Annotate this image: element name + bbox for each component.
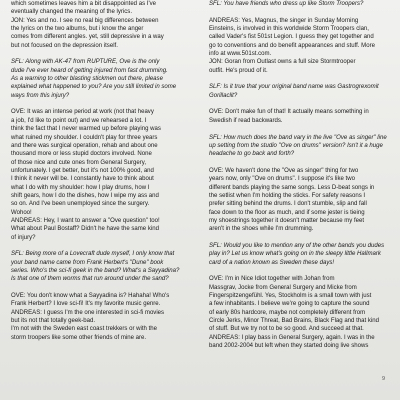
interview-answer: OVE: Don't make fun of that! It actually means something in Swedish if read backwards. [209, 109, 369, 124]
interview-question: SFL: Along with AK-47 from RUPTURE, Ove is the only dude I've ever heard of getting injured from fast drumming. As a warning to other blasting stickmen out there, please explained what happened to you? Are you still limited in some ways from this injury? [11, 59, 177, 99]
interview-question: SLF: Is it true that your original band name was Gastrogrexomit Gorillaclit? [209, 84, 379, 99]
interview-answer: OVE: We haven't done the "Ove as singer" thing for two years now, only "Ove on drums". I suppose it's like two different bands playing the same songs. Less D-beat songs in the setlist when I'm holding the sticks. For safety reasons I prefer sitting behind the drums. I don't stumble, slip and fall face down to the floor as much, and if some jester is tieing my shoestrings together it doesn't matter because my feet aren't in the shoes while I'm drumming. [209, 167, 375, 233]
interview-question: SFL: How much does the band vary in the live "Ove as singer" line up setting from the studio "Ove on drums" version? Isn't it a huge headache to go back and forth? [209, 134, 387, 158]
interview-answer: ANDREAS: Yes, Magnus, the singer in Sunday Morning Einsteins, is involved in this worldwide Storm Troopers clan, called Vader's fist 501st Legion. I guess they get together and go to conventions and do benefit appearances and stuff. More info at www.501st.com. JON: Goran from Outlast owns a full size Stormtrooper outfit. He's proud of it. [209, 17, 375, 74]
interview-question: SFL: Being more of a Lovecraft dude myself, I only know that your band name came from Frank Herbert's "Dune" book series. Who's the sci-fi geek in the band? What's a Sayyadina? Is that one of them worms that run around under the sand? [11, 251, 180, 283]
interview-answer: OVE: I'm in Nice Idiot together with Johan from Massgrav, Jocke from General Surgery and Micke from Fingerspitzengefühl. Yes, Stockholm is a small town with just a few inhabitants. I believe we're going to capture the sound of early 80s hardcore, maybe not completely different from Circle Jerks, Minor Threat, Bad Brains, Black Flag and that kind of stuff. But we try not to be so good. And succeed at that. ANDREAS: I play bass in General Surgery, again. I was in the band 2002-2004 but left when they started doing live shows [209, 276, 379, 350]
left-column [11, 0, 191, 350]
interview-answer: OVE: You don't know what a Sayyadina is? Hahaha! Who's Frank Herbert? I love sci-fi! It's my favorite music genre. ANDREAS: I guess I'm the one interested in sci-fi movies but its not that totally geek-bad. I'm not with the Sweden east coast trekkers or with the storm troopers like some other friends of mine are. [11, 293, 170, 341]
interview-answer: OVE: It was an intense period at work (not that heavy a job, I'd like to point out) and we rehearsed a lot. I think the fact that I never warmed up before playing was what ruined my shoulder. I couldn't play for three years and there was surgical operation, rehab and about one thousand more or less stupid doctors involved. None of those nice and cute ones from General Surgery, unfortunately. I get better, but it's not 100% good, and I think it never will be. I constantly have to think about what I do with my shoulder: how I play drums, how I shift gears, how I do the dishes, how I wipe my ass and so on. And I've been unemployed since the surgery. Wohoo! ANDREAS: Hey, I want to answer a "Ove question" too! What about Paul Bostaff? Didn't he have the same kind of injury? [11, 109, 161, 241]
interview-question: SFL: You have friends who dress up like Storm Troopers? [209, 1, 364, 7]
right-column [209, 0, 389, 359]
interview-question: SFL: Would you like to mention any of the other bands you dudes play in? Let us know what's going on in the sleepy little Hallmark card of a nation known as Sweden these days! [209, 242, 385, 266]
page-number: 9 [382, 376, 386, 382]
interview-answer: which sometimes leaves him a bit disappointed as I've eventually changed the meaning of the lyrics. JON: Yes and no. I see no real big differences between the lyrics on the two albums, but i know the anger comes from different angles. yet, still depressive in a way but not focused on the depression itself. [11, 1, 164, 49]
